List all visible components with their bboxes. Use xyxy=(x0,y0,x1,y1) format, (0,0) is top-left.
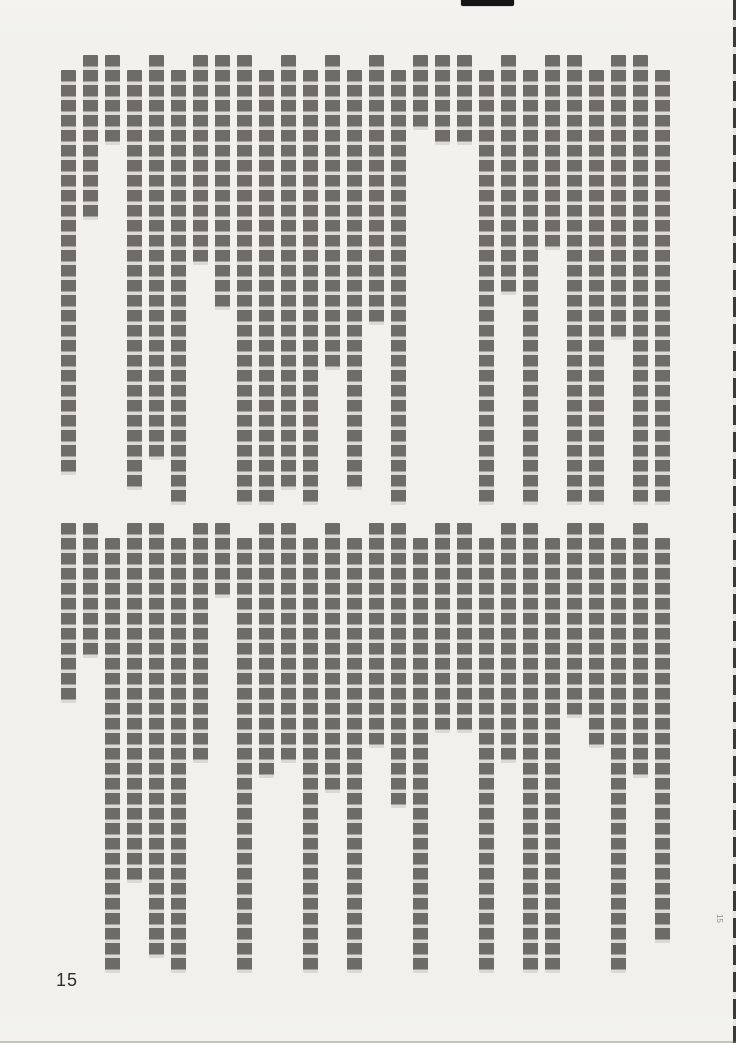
redacted-text-column xyxy=(545,55,560,250)
redacted-text-column xyxy=(61,70,76,475)
redacted-text-column xyxy=(589,523,604,748)
redacted-text-column xyxy=(589,70,604,505)
redacted-text-column xyxy=(149,523,164,958)
redacted-text-column xyxy=(303,70,318,505)
redacted-text-column xyxy=(611,55,626,340)
redacted-text-column xyxy=(435,523,450,733)
redacted-text-column xyxy=(611,538,626,973)
redacted-text-column xyxy=(391,70,406,505)
redacted-text-column xyxy=(633,55,648,505)
redacted-text-column xyxy=(347,538,362,973)
redacted-text-column xyxy=(655,538,670,943)
redacted-text-column xyxy=(215,55,230,310)
redacted-text-column xyxy=(457,523,472,733)
redacted-text-column xyxy=(435,55,450,145)
redacted-text-column xyxy=(237,538,252,973)
redacted-text-column xyxy=(523,523,538,973)
redacted-text-block-bottom xyxy=(48,523,670,973)
redacted-text-column xyxy=(105,55,120,145)
redacted-text-column xyxy=(61,523,76,703)
redacted-text-column xyxy=(567,55,582,505)
redacted-text-column xyxy=(193,523,208,763)
redacted-text-column xyxy=(83,55,98,220)
gutter-page-number: 15 xyxy=(715,914,724,923)
redacted-text-column xyxy=(479,70,494,505)
redacted-text-column xyxy=(215,523,230,598)
redacted-text-column xyxy=(369,523,384,748)
redacted-text-column xyxy=(391,523,406,808)
redacted-text-column xyxy=(149,55,164,460)
redacted-text-column xyxy=(347,70,362,490)
scan-artifact-top-edge xyxy=(461,0,514,6)
redacted-text-column xyxy=(501,523,516,763)
redacted-text-column xyxy=(457,55,472,145)
redacted-text-column xyxy=(259,70,274,505)
redacted-text-column xyxy=(413,538,428,973)
redacted-text-column xyxy=(633,523,648,778)
redacted-text-block-top xyxy=(48,55,670,505)
redacted-text-column xyxy=(369,55,384,325)
redacted-text-column xyxy=(479,538,494,973)
redacted-text-column xyxy=(655,70,670,505)
redacted-text-column xyxy=(523,70,538,505)
redacted-text-column xyxy=(545,538,560,973)
redacted-text-column xyxy=(83,523,98,658)
redacted-text-column xyxy=(303,538,318,973)
redacted-text-column xyxy=(325,523,340,793)
redacted-text-column xyxy=(171,538,186,973)
redacted-text-column xyxy=(237,55,252,505)
redacted-text-column xyxy=(501,55,516,295)
redacted-text-column xyxy=(259,523,274,778)
redacted-text-column xyxy=(171,70,186,505)
redacted-text-column xyxy=(567,523,582,718)
redacted-text-column xyxy=(127,70,142,490)
page-number: 15 xyxy=(56,970,79,990)
redacted-text-column xyxy=(325,55,340,370)
redacted-text-column xyxy=(281,523,296,763)
redacted-text-column xyxy=(127,523,142,883)
redacted-text-column xyxy=(105,538,120,973)
redacted-text-column xyxy=(413,55,428,130)
redacted-text-column xyxy=(193,55,208,265)
redacted-text-column xyxy=(281,55,296,490)
